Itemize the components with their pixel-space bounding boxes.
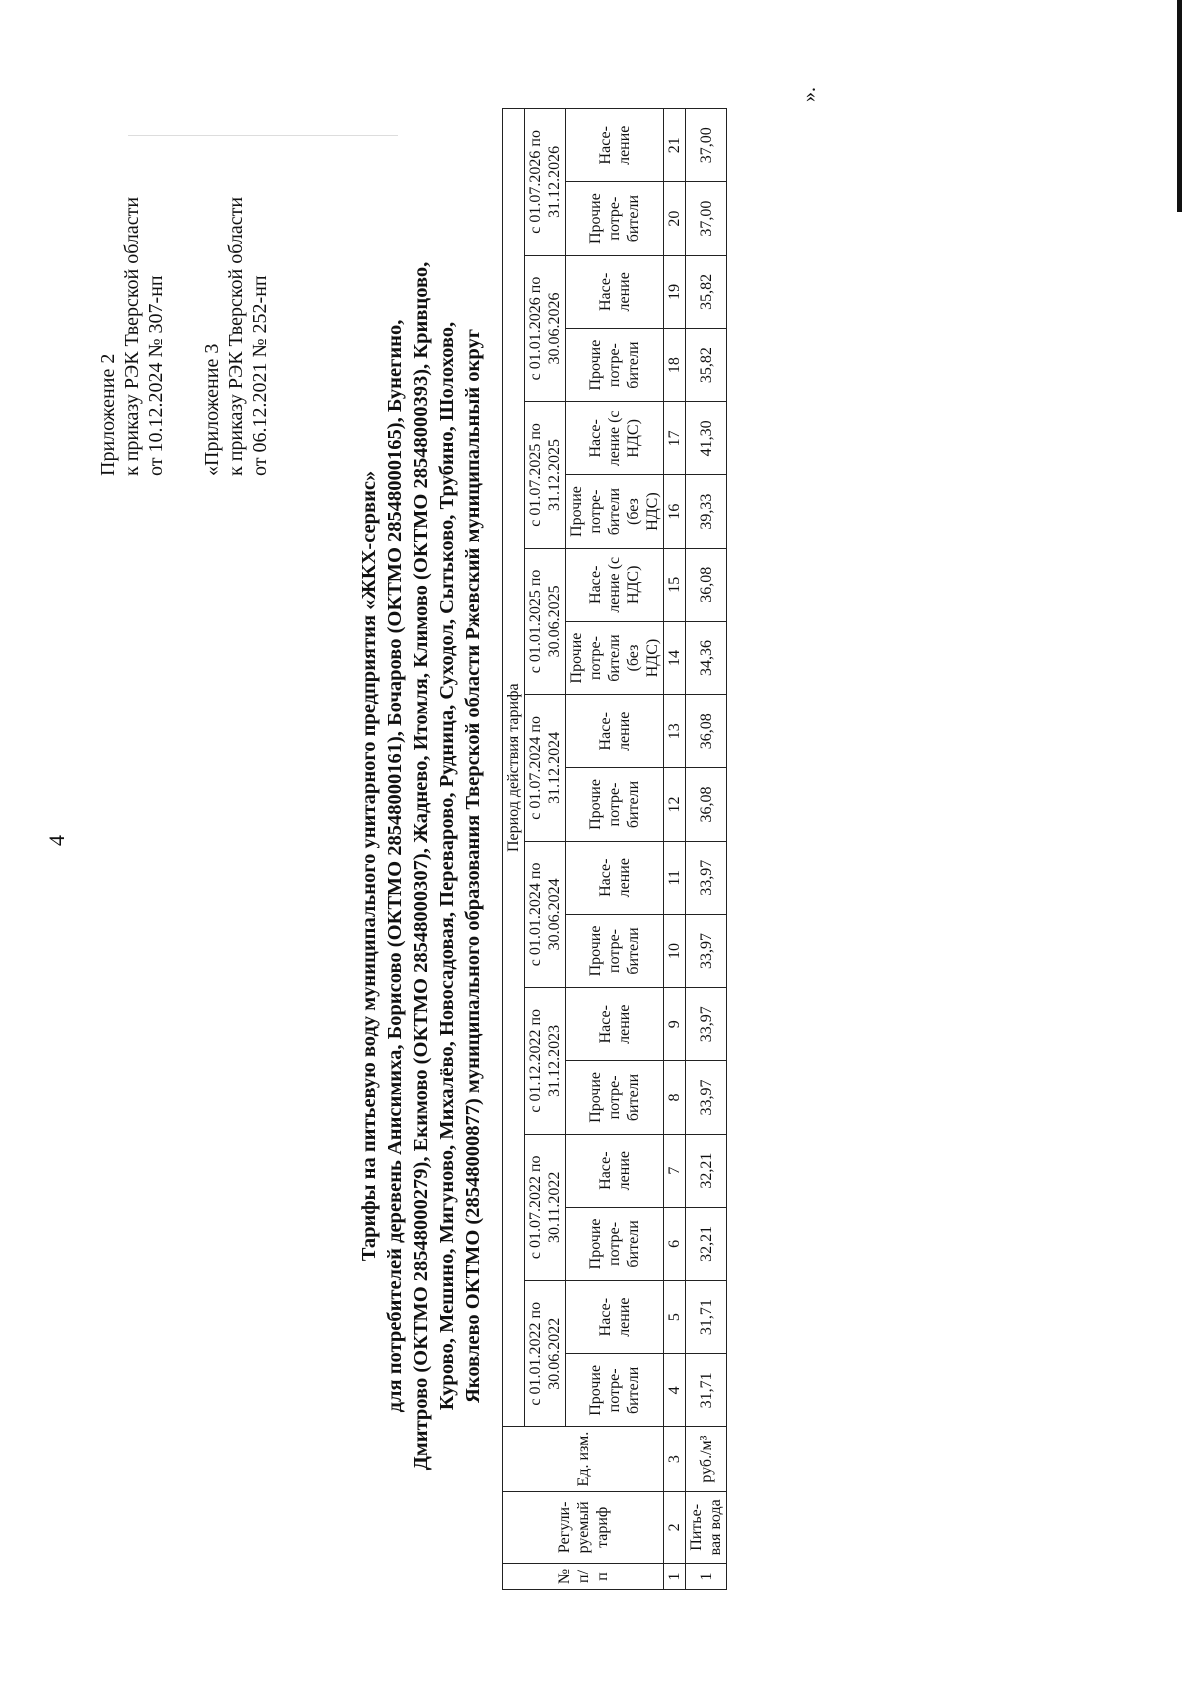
- column-number: 14: [664, 621, 686, 694]
- page-number: 4: [44, 835, 69, 846]
- title-line: для потребителей деревень Анисимиха, Борисово (ОКТМО 28548000161), Бочарово (ОКТМО 28548000165), Бунегино,: [384, 319, 406, 1413]
- column-number: 16: [664, 475, 686, 548]
- column-number: 1: [664, 1563, 686, 1589]
- period-label: с 01.07.2024 по 31.12.2024: [525, 695, 566, 841]
- period-label: с 01.01.2025 по 30.06.2025: [525, 548, 566, 694]
- tariff-table: [502, 108, 727, 1590]
- column-number: 12: [664, 768, 686, 841]
- period-label: с 01.07.2026 по 31.12.2026: [525, 109, 566, 256]
- column-number-row: [664, 109, 686, 1590]
- column-number: 20: [664, 182, 686, 255]
- consumer-other: Прочие потре-бители: [566, 328, 664, 401]
- column-number: 9: [664, 988, 686, 1061]
- consumer-population: Насе-ление: [566, 988, 664, 1061]
- consumer-other: Прочие потре-бители (без НДС): [566, 621, 664, 694]
- column-number: 4: [664, 1354, 686, 1427]
- period-header-row: [525, 109, 566, 1590]
- tariff-value: 33,97: [686, 1061, 727, 1134]
- header-tariff: Регули-руемый тариф: [503, 1491, 664, 1563]
- consumer-population: Насе-ление: [566, 841, 664, 914]
- column-number: 7: [664, 1134, 686, 1207]
- consumer-other: Прочие потре-бители (без НДС): [566, 475, 664, 548]
- tariff-value: 39,33: [686, 475, 727, 548]
- table-row: [686, 109, 727, 1590]
- appendix-new-line2: к приказу РЭК Тверской области: [121, 196, 143, 476]
- consumer-population: Насе-ление: [566, 695, 664, 768]
- period-label: с 01.07.2022 по 30.11.2022: [525, 1134, 566, 1280]
- period-label: с 01.01.2022 по 30.06.2022: [525, 1281, 566, 1427]
- tariff-value: 34,36: [686, 621, 727, 694]
- period-label: с 01.01.2026 по 30.06.2026: [525, 255, 566, 401]
- tariff-value: 36,08: [686, 548, 727, 621]
- appendix-new-block: [96, 197, 168, 476]
- closing-quote: ».: [798, 87, 820, 102]
- table-header-row: [503, 109, 525, 1590]
- header-period: Период действия тарифа: [503, 109, 525, 1427]
- tariff-value: 32,21: [686, 1207, 727, 1280]
- row-unit: руб./м³: [686, 1427, 727, 1491]
- column-number: 10: [664, 914, 686, 987]
- column-number: 8: [664, 1061, 686, 1134]
- column-number: 13: [664, 695, 686, 768]
- consumer-population: Насе-ление: [566, 1281, 664, 1354]
- title-line: Яковлево ОКТМО (28548000877) муниципального образования Тверской области Ржевский муниципальный округ: [462, 328, 484, 1404]
- appendix-old-line3: от 06.12.2021 № 252-нп: [249, 275, 271, 476]
- consumer-other: Прочие потре-бители: [566, 1354, 664, 1427]
- column-number: 6: [664, 1207, 686, 1280]
- tariff-value: 36,08: [686, 768, 727, 841]
- column-number: 17: [664, 402, 686, 475]
- column-number: 5: [664, 1281, 686, 1354]
- column-number: 3: [664, 1427, 686, 1491]
- consumer-population: Насе-ление: [566, 1134, 664, 1207]
- appendix-old-line2: к приказу РЭК Тверской области: [225, 196, 247, 476]
- document-title: [356, 156, 486, 1576]
- tariff-value: 37,00: [686, 109, 727, 183]
- column-number: 2: [664, 1491, 686, 1563]
- appendix-old-line1: «Приложение 3: [201, 343, 223, 476]
- title-line: Дмитрово (ОКТМО 28548000279), Екимово (ОКТМО 28548000307), Жаднево, Итомля, Климово (ОКТМО 28548000393), Кривцово,: [410, 261, 432, 1471]
- header-no: № п/п: [503, 1563, 664, 1589]
- row-number: 1: [686, 1563, 727, 1589]
- period-label: с 01.01.2024 по 30.06.2024: [525, 841, 566, 987]
- tariff-value: 31,71: [686, 1281, 727, 1354]
- title-line: Курово, Мешино, Мигуново, Михалёво, Новосадовая, Переварово, Рудница, Суходол, Сытьково, Трубино, Шолохово,: [436, 321, 458, 1411]
- period-label: с 01.12.2022 по 31.12.2023: [525, 988, 566, 1134]
- column-number: 11: [664, 841, 686, 914]
- period-label: с 01.07.2025 по 31.12.2025: [525, 402, 566, 548]
- tariff-value: 33,97: [686, 914, 727, 987]
- column-number: 15: [664, 548, 686, 621]
- scan-edge-line: [1177, 0, 1182, 212]
- tariff-value: 36,08: [686, 695, 727, 768]
- tariff-value: 35,82: [686, 328, 727, 401]
- tariff-value: 33,97: [686, 988, 727, 1061]
- consumer-other: Прочие потре-бители: [566, 914, 664, 987]
- column-number: 19: [664, 255, 686, 328]
- tariff-value: 32,21: [686, 1134, 727, 1207]
- consumer-population: Насе-ление (с НДС): [566, 548, 664, 621]
- consumer-population: Насе-ление: [566, 255, 664, 328]
- consumer-population: Насе-ление (с НДС): [566, 402, 664, 475]
- row-tariff-name: Питье-вая вода: [686, 1491, 727, 1563]
- consumer-population: Насе-ление: [566, 109, 664, 183]
- appendix-new-line1: Приложение 2: [97, 353, 119, 476]
- faint-divider: [128, 135, 398, 136]
- appendix-old-block: [200, 197, 272, 476]
- consumer-other: Прочие потре-бители: [566, 1207, 664, 1280]
- consumer-header-row: [566, 109, 664, 1590]
- tariff-value: 41,30: [686, 402, 727, 475]
- tariff-value: 33,97: [686, 841, 727, 914]
- tariff-value: 31,71: [686, 1354, 727, 1427]
- title-line: Тарифы на питьевую воду муниципального унитарного предприятия «ЖКХ-сервис»: [358, 470, 380, 1262]
- appendix-new-line3: от 10.12.2024 № 307-нп: [145, 275, 167, 476]
- consumer-other: Прочие потре-бители: [566, 182, 664, 255]
- column-number: 18: [664, 328, 686, 401]
- tariff-value: 37,00: [686, 182, 727, 255]
- header-unit: Ед. изм.: [503, 1427, 664, 1491]
- column-number: 21: [664, 109, 686, 183]
- consumer-other: Прочие потре-бители: [566, 1061, 664, 1134]
- consumer-other: Прочие потре-бители: [566, 768, 664, 841]
- tariff-value: 35,82: [686, 255, 727, 328]
